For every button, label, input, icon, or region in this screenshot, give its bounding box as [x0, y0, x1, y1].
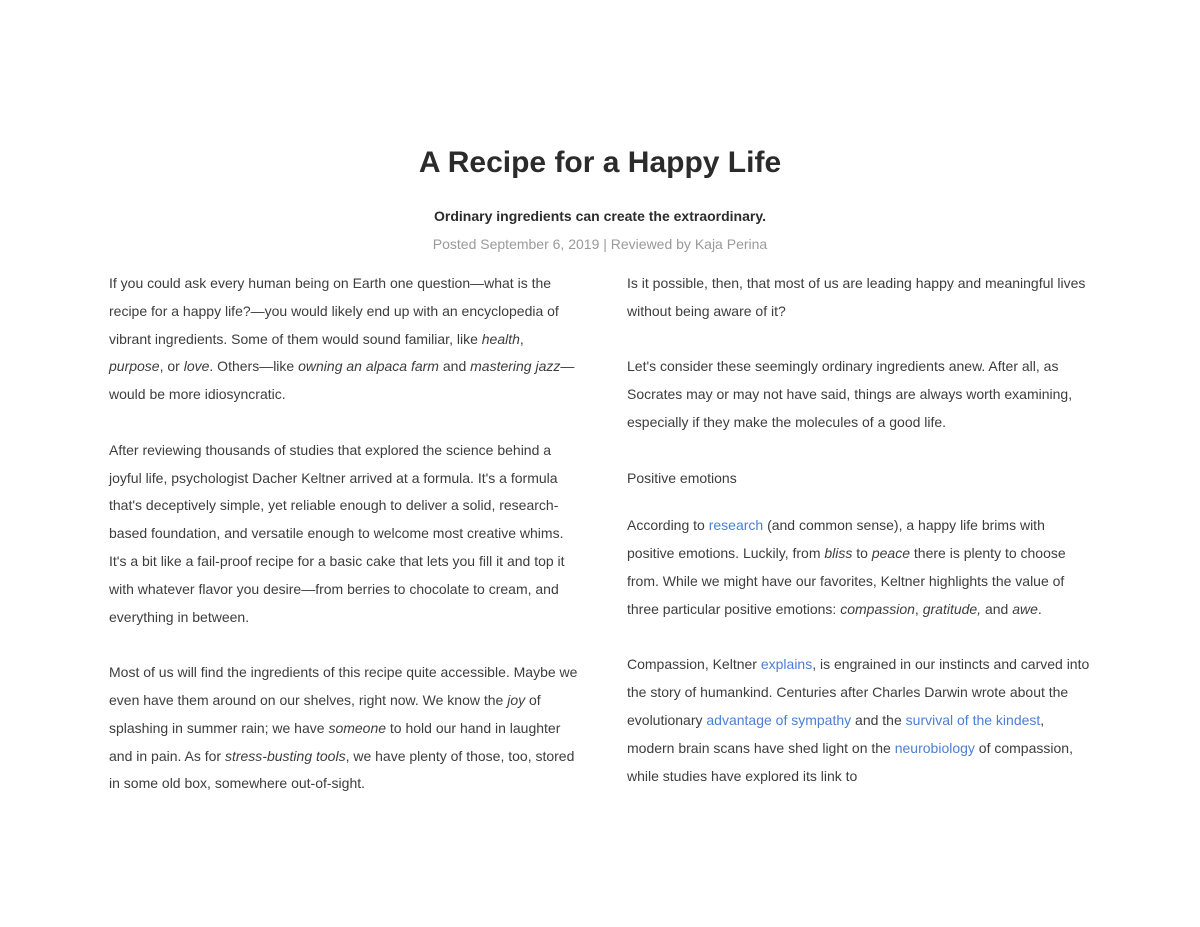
paragraph: Let's consider these seemingly ordinary ingredients anew. After all, as Socrates may or may not have said, things are always worth examining, especially if they make the molecules of a good life. [627, 358, 1073, 430]
emphasis: awe [1012, 600, 1038, 617]
emphasis: joy [507, 691, 526, 708]
page-title: A Recipe for a Happy Life [418, 146, 782, 179]
article-subtitle: Ordinary ingredients can create the extraordinary. [434, 208, 766, 224]
emphasis: mastering jazz [470, 358, 561, 375]
left-column [109, 270, 579, 826]
emphasis: compassion [840, 600, 915, 617]
paragraph: Most of us will find the ingredients of this recipe quite accessible. Maybe we even have them around on our shelves, right now. We know the joy of splashing in summer rain; we have someone to hold our hand in laughter and in pain. As for stress-busting tools, we have plenty of those, too, stored in some old box, somewhere out-of-sight. [109, 664, 578, 792]
emphasis: purpose [109, 358, 160, 375]
emphasis: peace [871, 545, 911, 562]
emphasis: owning an alpaca farm [298, 358, 439, 375]
explains-link[interactable]: explains [760, 656, 813, 673]
emphasis: health [481, 330, 520, 347]
paragraph: Compassion, Keltner explains, is engrained in our instincts and carved into the story of humankind. Centuries after Charles Darwin wrote about the evolutionary advantage of sympathy and the survival of the kindest, modern brain scans have shed light on the neurobiology of compassion, while studies have explored its link to [627, 656, 1090, 784]
research-link[interactable]: research [708, 517, 764, 534]
meta-separator: | [599, 236, 611, 252]
emphasis: bliss [824, 545, 853, 562]
paragraph: Is it possible, then, that most of us are leading happy and meaningful lives without being aware of it? [627, 275, 1086, 319]
paragraph: If you could ask every human being on Earth one question—what is the recipe for a happy life?—you would likely end up with an encyclopedia of vibrant ingredients. Some of them would sound familiar, like health, purpose, or love. Others—like owning an alpaca farm and mastering jazz—would be more idiosyncratic. [109, 275, 575, 403]
reviewer: Reviewed by Kaja Perina [610, 236, 768, 252]
article-meta [0, 234, 1200, 254]
right-column [627, 270, 1093, 818]
emphasis: love [183, 358, 210, 375]
paragraph: According to research (and common sense), a happy life brims with positive emotions. Luckily, from bliss to peace there is plenty to choose from. While we might have our favorites, Keltner highlights the value of three particular positive emotions: compassion, gratitude, and awe. [627, 517, 1066, 617]
posted-date: Posted September 6, 2019 [432, 236, 600, 252]
section-heading: Positive emotions [627, 469, 737, 486]
survival-of-the-kindest-link[interactable]: survival of the kindest [905, 711, 1041, 728]
paragraph: After reviewing thousands of studies that explored the science behind a joyful life, psychologist Dacher Keltner arrived at a formula. It's a formula that's deceptively simple, yet reliable enough to deliver a solid, research-based foundation, and versatile enough to welcome most creative whims. It's a bit like a fail-proof recipe for a basic cake that lets you fill it and top it with whatever flavor you desire—from berries to chocolate to cream, and everything in between. [109, 441, 565, 625]
advantage-of-sympathy-link[interactable]: advantage of sympathy [706, 711, 852, 728]
emphasis: gratitude, [922, 600, 982, 617]
emphasis: someone [328, 719, 387, 736]
emphasis: stress-busting tools [224, 747, 346, 764]
neurobiology-link[interactable]: neurobiology [894, 739, 975, 756]
